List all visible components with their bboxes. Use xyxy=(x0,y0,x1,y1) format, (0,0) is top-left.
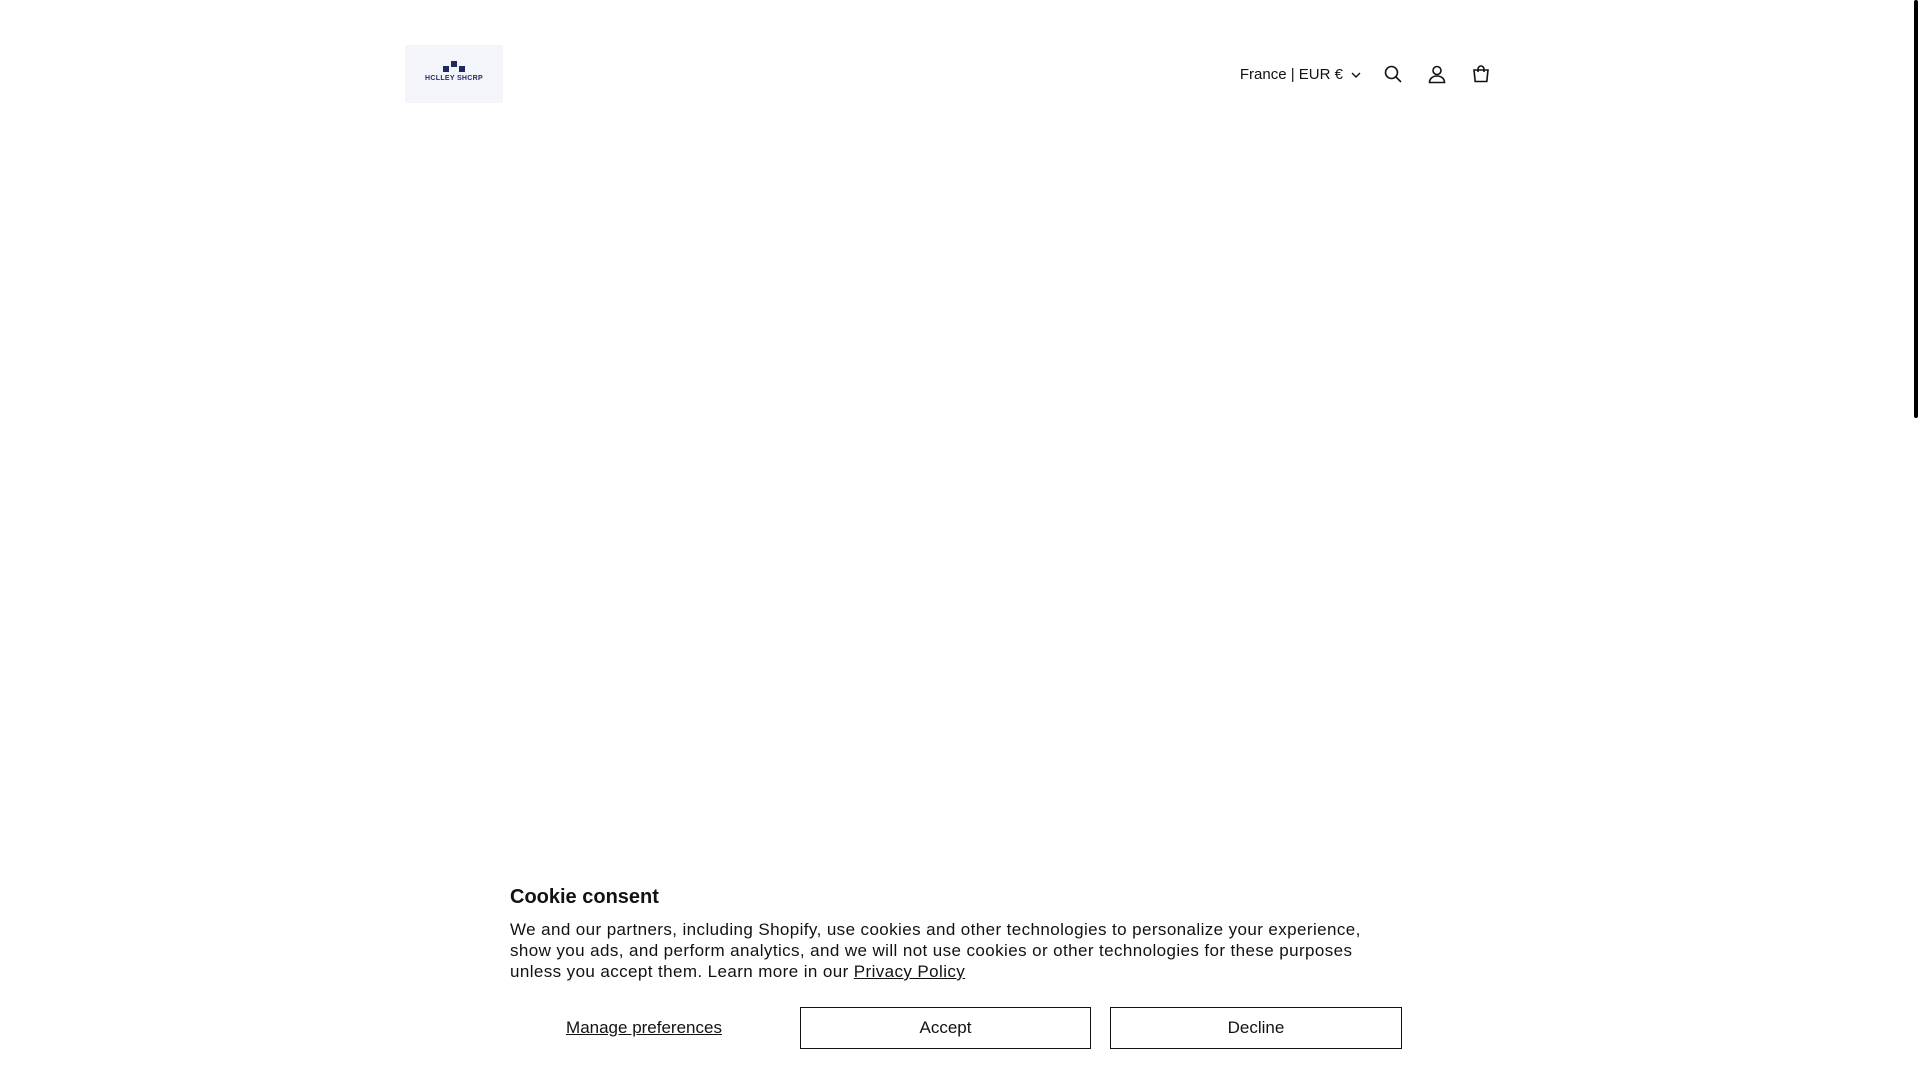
site-logo[interactable] xyxy=(405,45,503,103)
scrollbar-thumb[interactable] xyxy=(1914,0,1918,418)
logo-mark-icon xyxy=(443,66,465,72)
cookie-actions xyxy=(510,1007,1402,1049)
manage-preferences-button[interactable]: Manage preferences xyxy=(510,1007,778,1049)
decline-button[interactable]: Decline xyxy=(1110,1007,1402,1049)
logo-text: HCLLEY SHCRP xyxy=(425,75,483,82)
country-currency-label: France | EUR € xyxy=(1239,65,1343,83)
cart-icon[interactable] xyxy=(1459,52,1503,96)
site-header xyxy=(405,44,1503,104)
scrollbar-track[interactable] xyxy=(1910,0,1920,1080)
chevron-down-icon xyxy=(1351,66,1361,83)
cookie-body-text: We and our partners, including Shopify, use cookies and other technologies to personalize your experience, show you ads, and perform analytics, and we will not use cookies or other technologies for these purposes unless you accept them. Learn more in our xyxy=(510,920,1361,981)
account-icon[interactable] xyxy=(1415,52,1459,96)
cookie-title: Cookie consent xyxy=(510,886,659,908)
accept-button[interactable]: Accept xyxy=(800,1007,1091,1049)
header-actions xyxy=(1230,52,1503,96)
privacy-policy-link[interactable]: Privacy Policy xyxy=(853,962,966,981)
cookie-description xyxy=(510,919,1390,982)
country-currency-selector[interactable] xyxy=(1230,52,1371,96)
cookie-consent-banner xyxy=(510,886,1402,1037)
search-icon[interactable] xyxy=(1371,52,1415,96)
